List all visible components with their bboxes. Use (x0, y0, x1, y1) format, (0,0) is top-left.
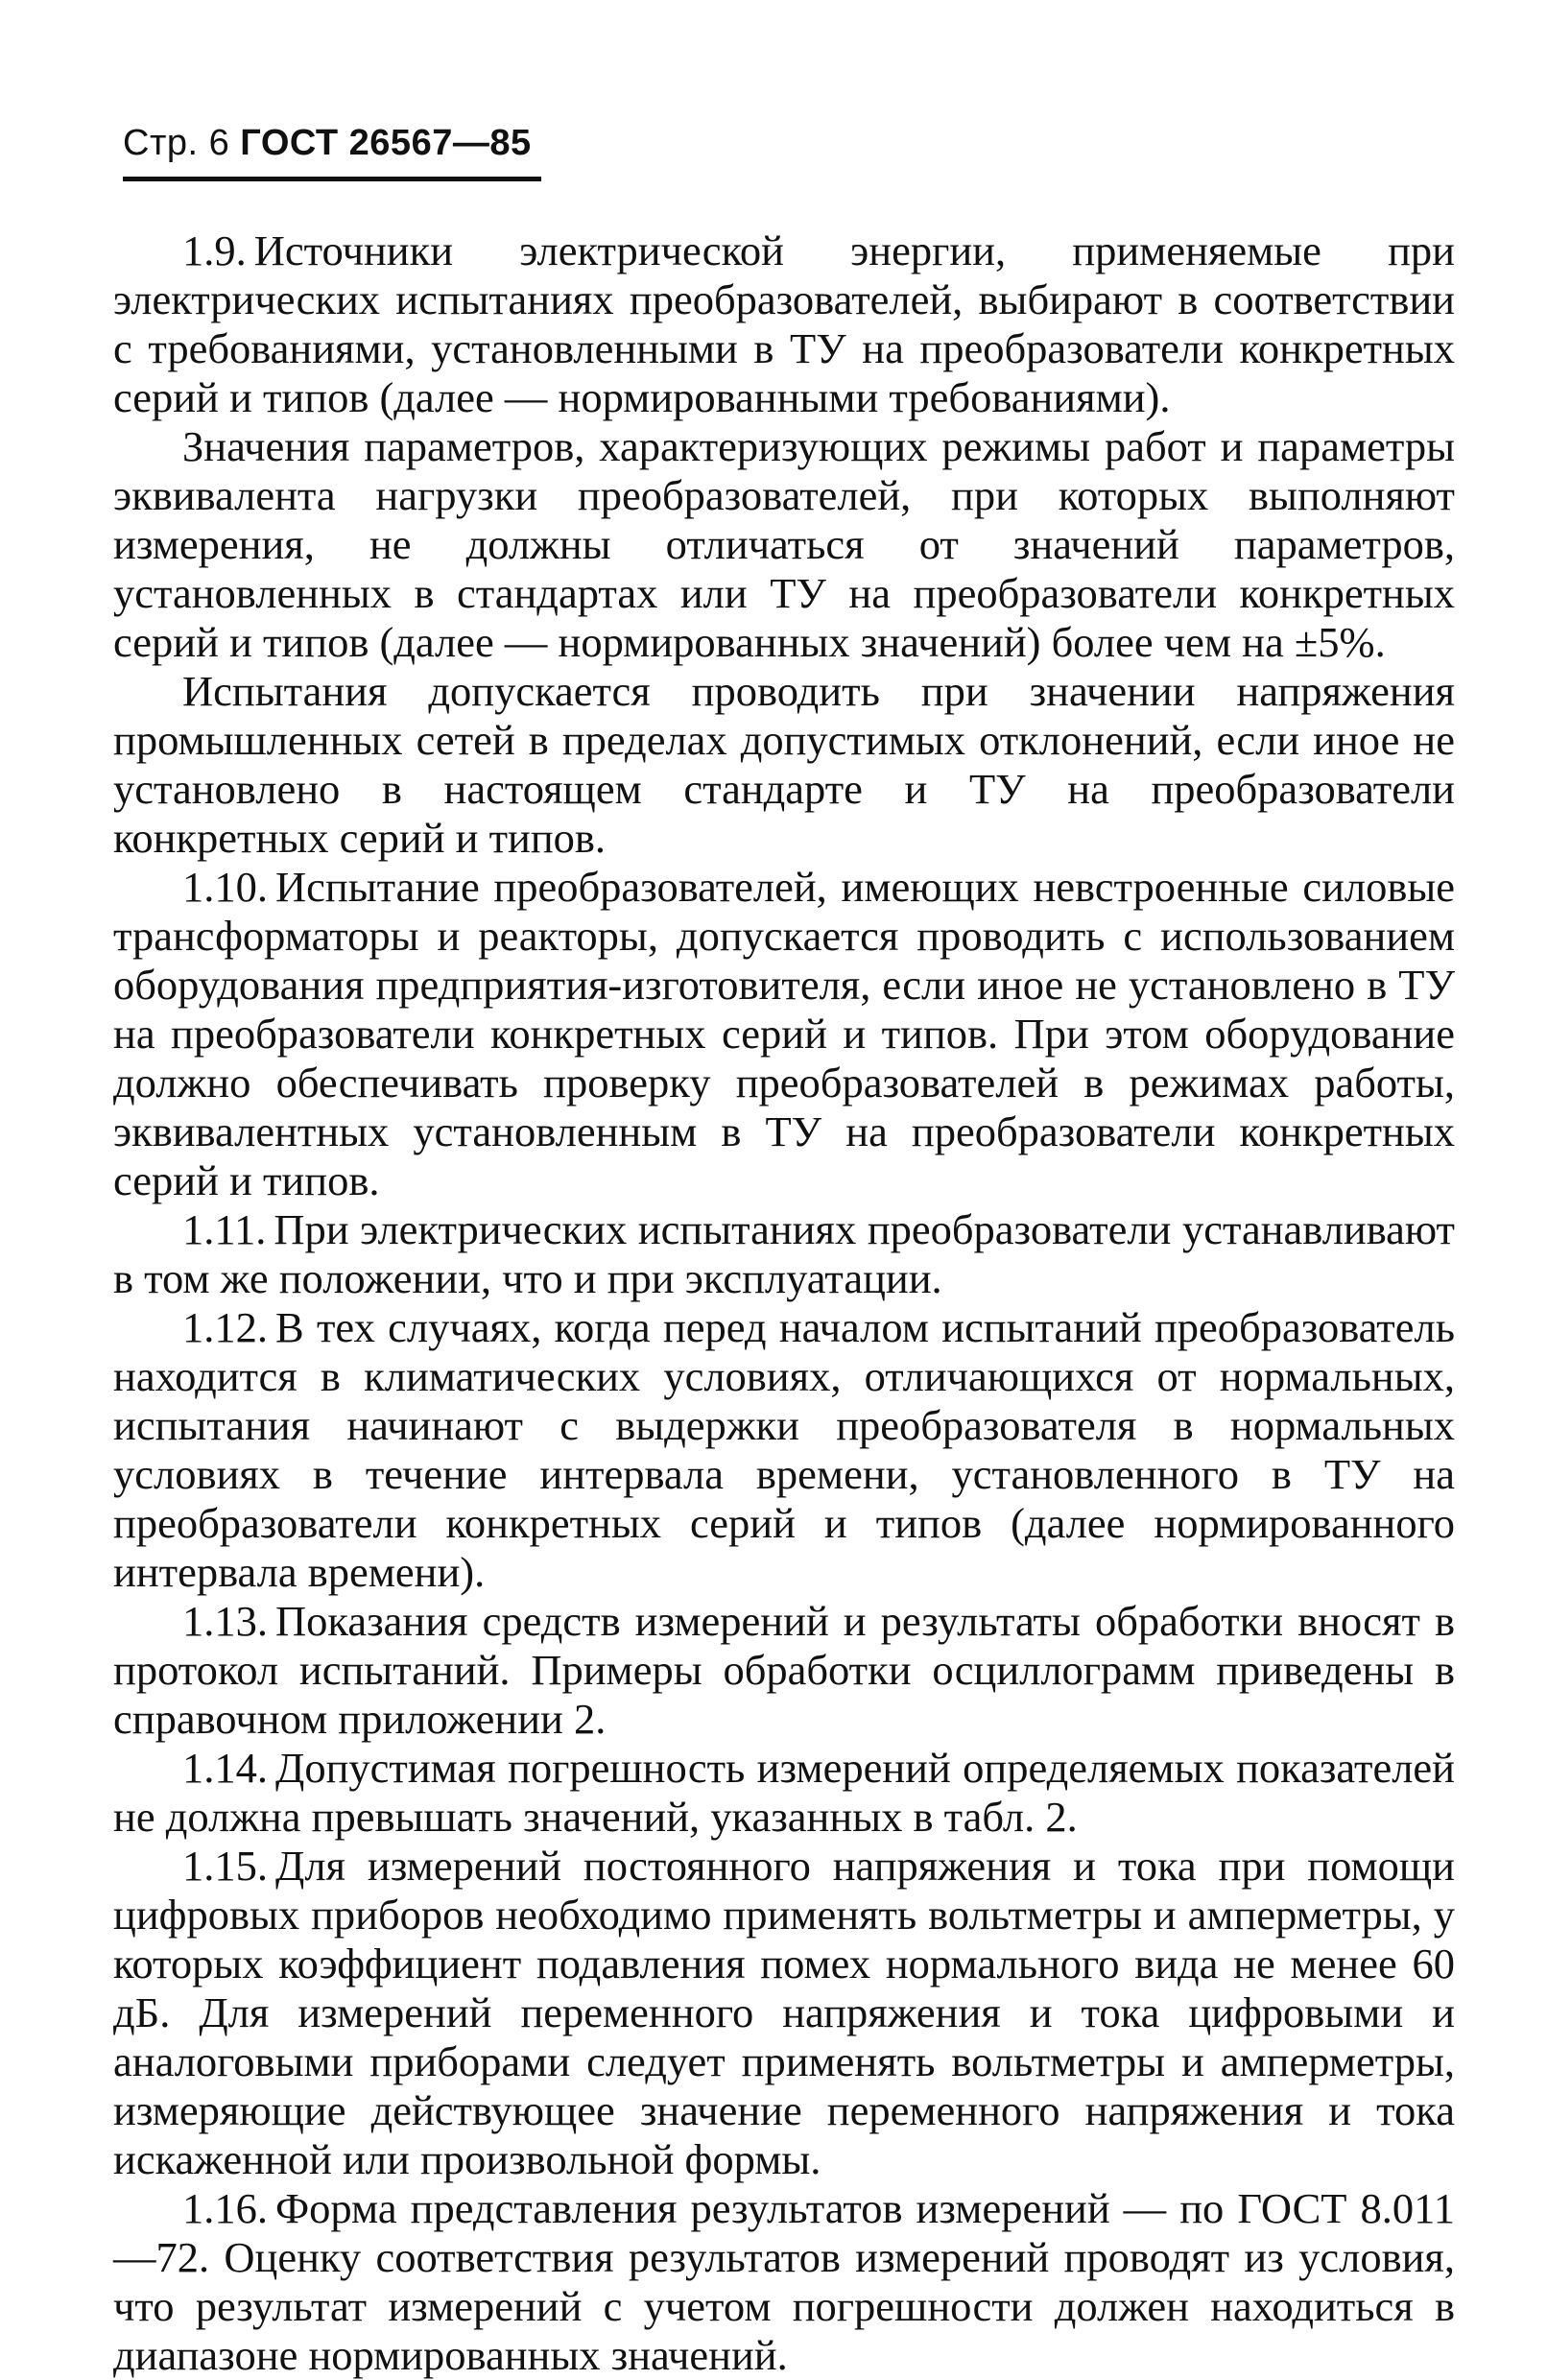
document-body (113, 226, 1455, 2380)
paragraph-number: 1.9. (182, 226, 247, 274)
paragraph-1-16 (113, 2184, 1455, 2380)
paragraph-1-15 (113, 1842, 1455, 2184)
paragraph-1-12 (113, 1303, 1455, 1597)
paragraph-text: Допустимая погрешность измерений определяемых показателей не должна превышать значений, указанных в табл. 2. (113, 1744, 1455, 1841)
paragraph-1-9 (113, 226, 1455, 422)
paragraph-text: При электрических испытаниях преобразователи устанавливают в том же положении, что и при эксплуатации. (113, 1205, 1455, 1302)
paragraph-number: 1.13. (182, 1597, 268, 1645)
page-header (123, 123, 532, 164)
paragraph-text: Значения параметров, характеризующих режимы работ и параметры эквивалента нагрузки преобразователей, при которых выполняют измерения, не должны отличаться от значений параметров, установленных в стандартах или ТУ на преобразователи конкретных серий и типов (далее — нормированных значений) более чем на ±5%. (113, 422, 1455, 666)
paragraph-text: В тех случаях, когда перед началом испытаний преобразователь находится в климатических условиях, отличающихся от нормальных, испытания начинают с выдержки преобразователя в нормальных условиях в течение интервала времени, установленного в ТУ на преобразователи конкретных серий и типов (далее нормированного интервала времени). (113, 1303, 1455, 1596)
header-rule (123, 177, 541, 181)
paragraph-text: Испытания допускается проводить при значении напряжения промышленных сетей в пределах допустимых отклонений, если иное не установлено в настоящем стандарте и ТУ на преобразователи конкретных серий и типов. (113, 667, 1455, 862)
paragraph-number: 1.10. (182, 863, 268, 911)
paragraph-number: 1.12. (182, 1303, 268, 1351)
paragraph-text: Форма представления результатов измерений — по ГОСТ 8.011—72. Оценку соответствия результатов измерений проводят из условия, что результат измерений с учетом погрешности должен находиться в диапазоне нормированных значений. (113, 2184, 1455, 2379)
paragraph-number: 1.14. (182, 1744, 268, 1792)
paragraph-text: Для измерений постоянного напряжения и тока при помощи цифровых приборов необходимо применять вольтметры и амперметры, у которых коэффициент подавления помех нормального вида не менее 60 дБ. Для измерений переменного напряжения и тока цифровыми и аналоговыми приборами следует применять вольтметры и амперметры, измеряющие действующее значение переменного напряжения и тока искаженной или произвольной формы. (113, 1842, 1455, 2183)
paragraph-1-14 (113, 1744, 1455, 1842)
paragraph-number: 1.15. (182, 1842, 268, 1890)
paragraph-network-voltage (113, 667, 1455, 863)
standard-code: ГОСТ 26567—85 (240, 123, 532, 163)
paragraph-text: Показания средств измерений и результаты обработки вносят в протокол испытаний. Примеры обработки осциллограмм приведены в справочном приложении 2. (113, 1597, 1455, 1743)
paragraph-number: 1.16. (182, 2184, 268, 2232)
paragraph-number: 1.11. (182, 1205, 267, 1253)
paragraph-text: Испытание преобразователей, имеющих невстроенные силовые трансформаторы и реакторы, допускается проводить с использованием оборудования предприятия-изготовителя, если иное не установлено в ТУ на преобразователи конкретных серий и типов. При этом оборудование должно обеспечивать проверку преобразователей в режимах работы, эквивалентных установленным в ТУ на преобразователи конкретных серий и типов. (113, 863, 1455, 1204)
paragraph-1-11 (113, 1205, 1455, 1303)
page-number-label: Стр. 6 (123, 123, 230, 163)
paragraph-1-13 (113, 1597, 1455, 1744)
paragraph-parameters (113, 422, 1455, 667)
paragraph-1-10 (113, 863, 1455, 1205)
paragraph-text: Источники электрической энергии, применяемые при электрических испытаниях преобразователей, выбирают в соответствии с требованиями, установленными в ТУ на преобразователи конкретных серий и типов (далее — нормированными требованиями). (113, 226, 1455, 421)
